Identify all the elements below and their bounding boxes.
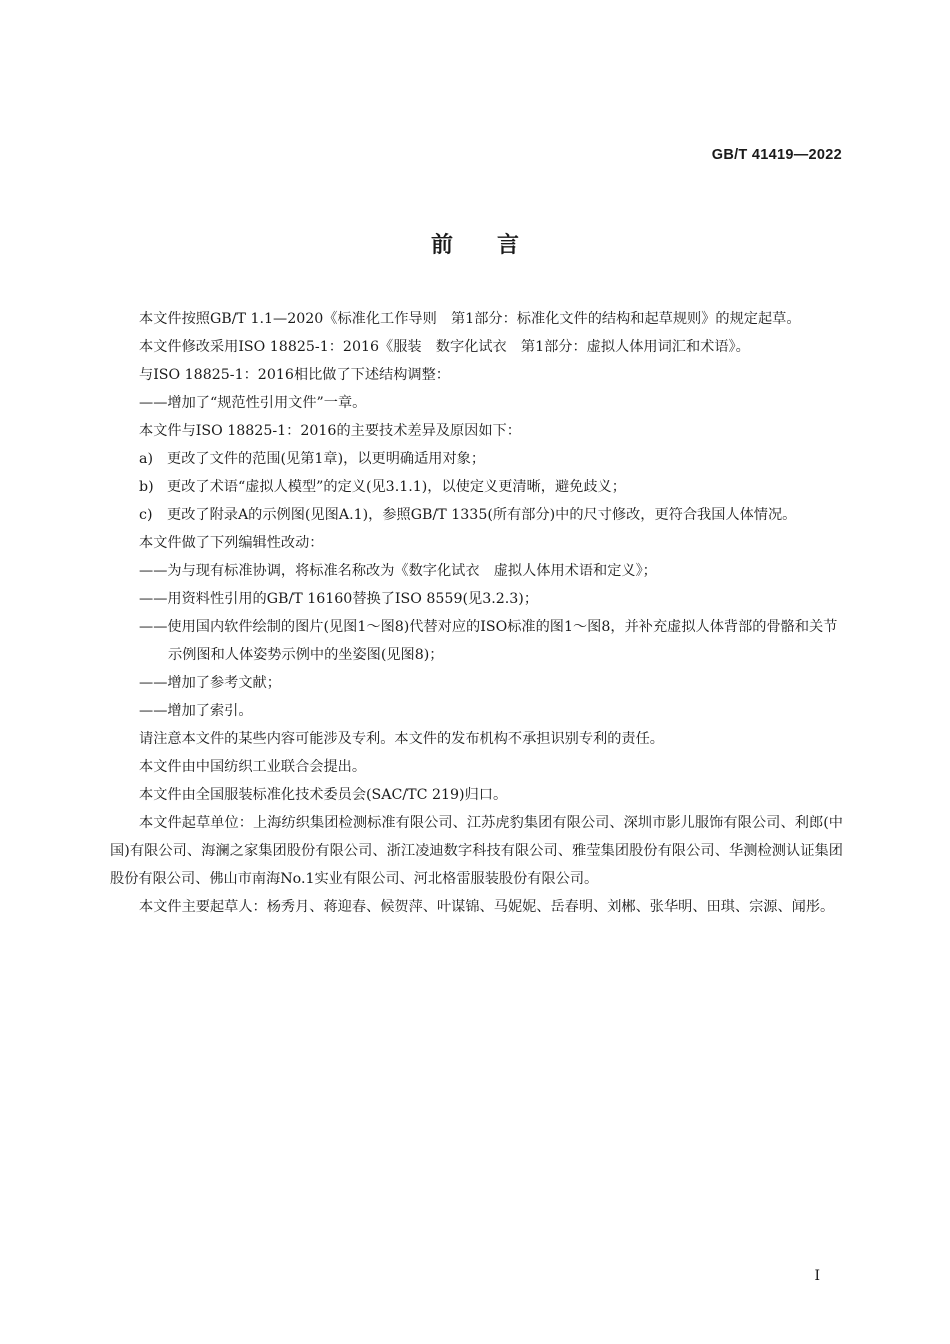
list-item-a — [110, 445, 843, 473]
paragraph-structure-changes: 与ISO 18825-1：2016相比做了下述结构调整： — [139, 367, 450, 383]
dash-item: ——为与现有标准协调，将标准名称改为《数字化试衣 虚拟人体用术语和定义》； — [139, 563, 657, 579]
paragraph-drafters: 本文件主要起草人：杨秀月、蒋迎春、候贺萍、叶谋锦、马妮妮、岳春明、刘郴、张华明、田琪、宗源、闻彤。 — [139, 899, 835, 915]
page-title — [0, 228, 950, 259]
foreword-body — [110, 305, 843, 921]
paragraph-proposed-by: 本文件由中国纺织工业联合会提出。 — [139, 759, 367, 775]
dash-item: ——增加了参考文献； — [139, 675, 281, 691]
list-text: 更改了术语“虚拟人模型”的定义(见3.1.1)，以使定义更清晰，避免歧义； — [167, 479, 626, 495]
paragraph-under-jurisdiction: 本文件由全国服装标准化技术委员会(SAC/TC 219)归口。 — [139, 787, 508, 803]
title-char-2: 言 — [497, 233, 520, 258]
list-item-c — [110, 501, 843, 529]
paragraph-drafting-units: 本文件起草单位：上海纺织集团检测标准有限公司、江苏虎豹集团有限公司、深圳市影儿服饰有限公司、利郎(中国)有限公司、海澜之家集团股份有限公司、浙江凌迪数字科技有限公司、雅莹集团股份有限公司、华测检测认证集团股份有限公司、佛山市南海No.1实业有限公司、河北格雷服装股份有限公司。 — [110, 815, 843, 887]
paragraph-technical-differences: 本文件与ISO 18825-1：2016的主要技术差异及原因如下： — [139, 423, 521, 439]
paragraph-editorial-changes: 本文件做了下列编辑性改动： — [139, 535, 324, 551]
standard-code: GB/T 41419—2022 — [711, 147, 842, 163]
paragraph-drafting-rules: 本文件按照GB/T 1.1—2020《标准化工作导则 第1部分：标准化文件的结构和起草规则》的规定起草。 — [139, 311, 801, 327]
list-item-b — [110, 473, 843, 501]
paragraph-patent-notice: 请注意本文件的某些内容可能涉及专利。本文件的发布机构不承担识别专利的责任。 — [139, 731, 664, 747]
list-label: a) — [139, 451, 153, 467]
dash-item: ——使用国内软件绘制的图片(见图1～图8)代替对应的ISO标准的图1～图8，并补充虚拟人体背部的骨骼和关节示例图和人体姿势示例中的坐姿图(见图8)； — [139, 619, 838, 663]
dash-item: ——增加了“规范性引用文件”一章。 — [139, 395, 367, 411]
page-number: I — [814, 1268, 820, 1284]
dash-item: ——用资料性引用的GB/T 16160替换了ISO 8559(见3.2.3)； — [139, 591, 539, 607]
title-char-1: 前 — [430, 233, 453, 258]
paragraph-adoption: 本文件修改采用ISO 18825-1：2016《服装 数字化试衣 第1部分：虚拟人体用词汇和术语》。 — [139, 339, 750, 355]
list-text: 更改了文件的范围(见第1章)，以更明确适用对象； — [167, 451, 486, 467]
list-text: 更改了附录A的示例图(见图A.1)，参照GB/T 1335(所有部分)中的尺寸修改，更符合我国人体情况。 — [167, 507, 797, 523]
dash-item: ——增加了索引。 — [139, 703, 253, 719]
list-label: c) — [139, 507, 153, 523]
list-label: b) — [139, 479, 154, 495]
